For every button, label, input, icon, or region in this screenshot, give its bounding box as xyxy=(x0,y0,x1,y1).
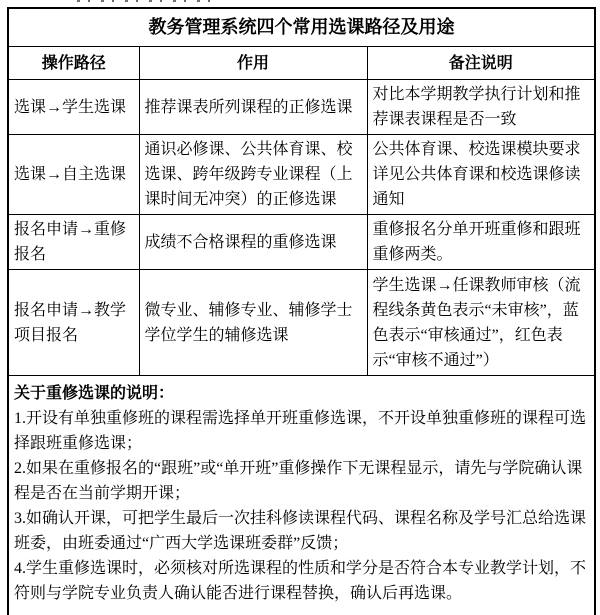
cell-operation-path: 报名申请→重修报名 xyxy=(8,215,139,270)
note-item-2: 2.如果在重修报名的“跟班”或“单开班”重修操作下无课程显示，请先与学院确认课程是否在当前学期开课； xyxy=(14,460,583,502)
course-selection-paths-table xyxy=(7,7,596,615)
cell-purpose: 通识必修课、公共体育课、校选课、跨年级跨专业课程（上课时间无冲突）的正修选课 xyxy=(139,135,367,215)
note-item-4: 4.学生重修选课时，必须核对所选课程的性质和学分是否符合本专业教学计划，不符则与学院专业负责人确认能否进行课程替换，确认后再选课。 xyxy=(14,560,587,602)
cell-remark: 公共体育课、校选课模块要求详见公共体育课和校选课修读通知 xyxy=(367,135,595,215)
col-header-purpose: 作用 xyxy=(139,47,367,80)
title-row xyxy=(8,8,595,47)
header-row xyxy=(8,47,595,80)
cell-purpose: 微专业、辅修专业、辅修学士学位学生的辅修选课 xyxy=(139,270,367,376)
table-row-student-selection xyxy=(8,80,595,135)
table-row-teaching-project-registration xyxy=(8,270,595,376)
notes-heading: 关于重修选课的说明： xyxy=(14,385,175,402)
notes-cell xyxy=(8,376,595,615)
col-header-operation-path: 操作路径 xyxy=(8,47,139,80)
col-header-remark: 备注说明 xyxy=(367,47,595,80)
cell-remark: 对比本学期教学执行计划和推荐课表课程是否一致 xyxy=(367,80,595,135)
cell-purpose: 推荐课表所列课程的正修选课 xyxy=(139,80,367,135)
cell-remark: 重修报名分单开班重修和跟班重修两类。 xyxy=(367,215,595,270)
table-row-self-selection xyxy=(8,135,595,215)
cell-operation-path: 选课→学生选课 xyxy=(8,80,139,135)
table-title: 教务管理系统四个常用选课路径及用途 xyxy=(8,8,595,47)
clipped-text-fragment xyxy=(77,0,210,2)
note-item-3: 3.如确认开课，可把学生最后一次挂科修读课程代码、课程名称及学号汇总给选课班委，由班委通过“广西大学选课班委群”反馈； xyxy=(14,510,587,552)
cell-operation-path: 报名申请→教学项目报名 xyxy=(8,270,139,376)
table-row-retake-registration xyxy=(8,215,595,270)
cell-remark: 学生选课→任课教师审核（流程线条黄色表示“未审核”，蓝色表示“审核通过”，红色表示“审核不通过”） xyxy=(367,270,595,376)
cell-purpose: 成绩不合格课程的重修选课 xyxy=(139,215,367,270)
note-item-1: 1.开设有单独重修班的课程需选择单开班重修选课，不开设单独重修班的课程可选择跟班重修选课； xyxy=(14,410,587,452)
cell-operation-path: 选课→自主选课 xyxy=(8,135,139,215)
notes-row xyxy=(8,376,595,615)
